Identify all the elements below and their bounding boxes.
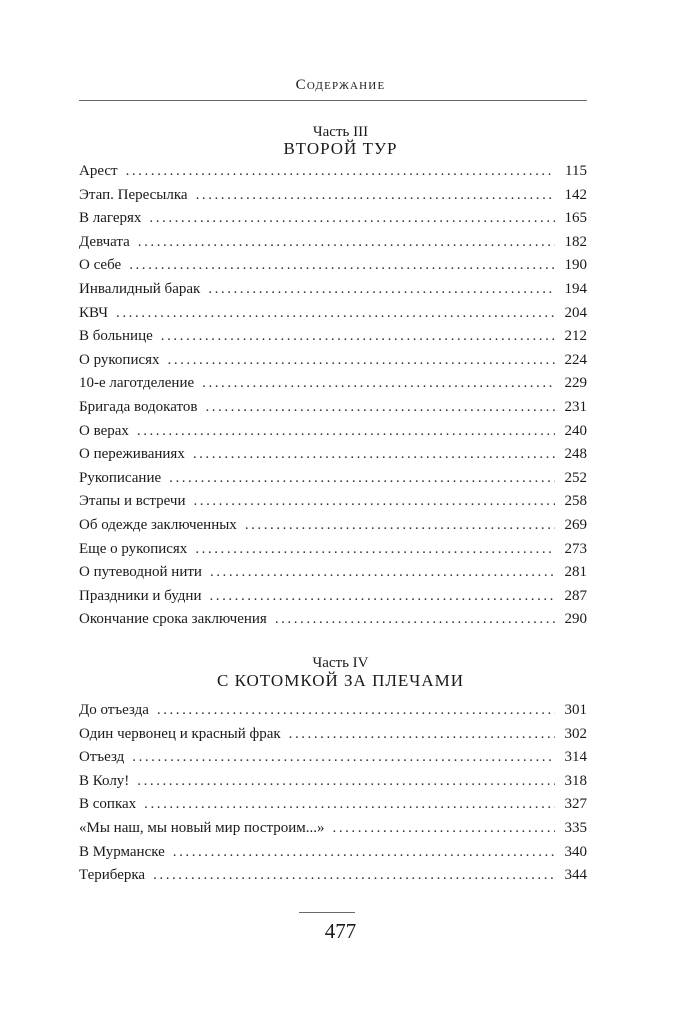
toc-entry-page-number: 318 [564, 772, 587, 789]
toc-entry-page-number: 302 [564, 725, 587, 742]
toc-entry-title: Этапы и встречи [79, 493, 186, 510]
dot-leader [195, 538, 554, 562]
toc-entry-page-number: 252 [564, 469, 587, 486]
toc-entry-page-number: 240 [564, 422, 587, 439]
toc-entry-title: Девчата [79, 233, 130, 250]
toc-entry-page-number: 287 [564, 587, 587, 604]
folio-divider [299, 912, 355, 913]
dot-leader [210, 561, 555, 585]
toc-entry [79, 608, 587, 632]
toc-entry [79, 841, 587, 865]
toc-entry-title: Один червонец и красный фрак [79, 725, 281, 742]
toc-entry-page-number: 224 [564, 351, 587, 368]
dot-leader [149, 207, 554, 231]
dot-leader [126, 160, 555, 184]
dot-leader [153, 864, 554, 888]
toc-entry-page-number: 115 [565, 163, 587, 179]
toc-entry-page-number: 194 [564, 280, 587, 297]
toc-entry-title: Арест [79, 163, 118, 179]
dot-leader [132, 746, 554, 770]
toc-entry [79, 254, 587, 278]
toc-entry-title: В сопках [79, 796, 137, 813]
toc-entry [79, 278, 587, 302]
toc-entry-title: О верах [79, 422, 129, 439]
toc-entry-title: Этап. Пересылка [79, 186, 188, 203]
toc-entry [79, 372, 587, 396]
toc-entry [79, 538, 587, 562]
toc-entry-title: Об одежде заключенных [79, 516, 237, 533]
toc-entry [79, 443, 587, 467]
dot-leader [245, 514, 555, 538]
header-divider [79, 100, 587, 101]
toc-entry [79, 793, 587, 817]
toc-part-3 [79, 160, 587, 632]
dot-leader [173, 841, 555, 865]
toc-entry-page-number: 344 [564, 867, 587, 884]
toc-entry [79, 349, 587, 373]
dot-leader [193, 490, 554, 514]
toc-entry-page-number: 190 [564, 257, 587, 274]
toc-entry [79, 746, 587, 770]
toc-entry [79, 585, 587, 609]
toc-entry-title: 10-е лаготделение [79, 375, 195, 392]
toc-entry-page-number: 327 [564, 796, 587, 813]
toc-entry-title: Рукописание [79, 469, 162, 486]
toc-entry [79, 514, 587, 538]
toc-entry-title: Отъезд [79, 749, 125, 766]
toc-part-4 [79, 699, 587, 888]
part-4-label: Часть IV [312, 655, 369, 671]
dot-leader [144, 793, 554, 817]
part-3-title: ВТОРОЙ ТУР [283, 139, 398, 158]
toc-entry-title: «Мы наш, мы новый мир построим...» [79, 819, 325, 836]
toc-entry-page-number: 301 [564, 702, 587, 718]
dot-leader [129, 254, 554, 278]
toc-entry-page-number: 335 [564, 819, 587, 836]
toc-entry [79, 207, 587, 231]
toc-entry [79, 231, 587, 255]
toc-entry-page-number: 340 [564, 843, 587, 860]
toc-entry [79, 561, 587, 585]
dot-leader [137, 770, 554, 794]
dot-leader [275, 608, 555, 632]
toc-entry [79, 490, 587, 514]
dot-leader [116, 302, 554, 326]
toc-entry-title: О рукописях [79, 351, 160, 368]
toc-entry [79, 420, 587, 444]
toc-entry [79, 467, 587, 491]
toc-entry-title: О себе [79, 257, 122, 274]
toc-entry-page-number: 248 [564, 446, 587, 463]
dot-leader [137, 420, 555, 444]
running-head: Содержание [295, 77, 386, 93]
toc-entry [79, 160, 587, 184]
toc-entry-page-number: 281 [564, 564, 587, 581]
toc-entry-title: О путеводной нити [79, 564, 202, 581]
toc-entry-title: Инвалидный барак [79, 280, 201, 297]
toc-entry-page-number: 142 [564, 186, 587, 203]
toc-entry-title: В лагерях [79, 210, 142, 227]
toc-entry-title: Бригада водокатов [79, 398, 198, 415]
dot-leader [208, 278, 554, 302]
toc-entry [79, 396, 587, 420]
toc-entry-page-number: 204 [564, 304, 587, 321]
dot-leader [202, 372, 554, 396]
dot-leader [161, 325, 555, 349]
toc-entry-page-number: 182 [564, 233, 587, 250]
toc-entry-page-number: 273 [564, 540, 587, 557]
dot-leader [138, 231, 555, 255]
toc-entry-page-number: 229 [564, 375, 587, 392]
toc-entry-title: Еще о рукописях [79, 540, 188, 557]
dot-leader [169, 467, 554, 491]
part-4-title: С КОТОМКОЙ ЗА ПЛЕЧАМИ [216, 671, 464, 690]
toc-entry [79, 699, 587, 723]
toc-entry-title: О переживаниях [79, 446, 185, 463]
toc-entry [79, 864, 587, 888]
dot-leader [168, 349, 555, 373]
dot-leader [209, 585, 554, 609]
toc-entry [79, 325, 587, 349]
toc-entry-title: Териберка [79, 867, 146, 884]
toc-entry-page-number: 165 [564, 210, 587, 227]
dot-leader [205, 396, 554, 420]
page-number: 477 [324, 919, 357, 943]
toc-entry [79, 184, 587, 208]
toc-entry-page-number: 212 [564, 328, 587, 345]
toc-entry-page-number: 314 [564, 749, 587, 766]
toc-entry-title: КВЧ [79, 304, 109, 321]
toc-entry-title: В больнице [79, 328, 153, 345]
dot-leader [196, 184, 555, 208]
toc-entry [79, 817, 587, 841]
toc-entry [79, 770, 587, 794]
toc-entry [79, 723, 587, 747]
toc-entry-page-number: 231 [564, 398, 587, 415]
dot-leader [193, 443, 555, 467]
dot-leader [333, 817, 555, 841]
toc-entry-title: До отъезда [79, 702, 149, 718]
dot-leader [157, 699, 555, 723]
dot-leader [289, 723, 555, 747]
toc-entry-title: Окончание срока заключения [79, 611, 267, 628]
toc-entry [79, 302, 587, 326]
toc-entry-title: В Колу! [79, 772, 130, 789]
toc-entry-page-number: 258 [564, 493, 587, 510]
toc-entry-page-number: 290 [564, 611, 587, 628]
toc-entry-title: В Мурманске [79, 843, 165, 860]
toc-entry-page-number: 269 [564, 516, 587, 533]
toc-entry-title: Праздники и будни [79, 587, 202, 604]
part-3-label: Часть III [312, 124, 369, 140]
